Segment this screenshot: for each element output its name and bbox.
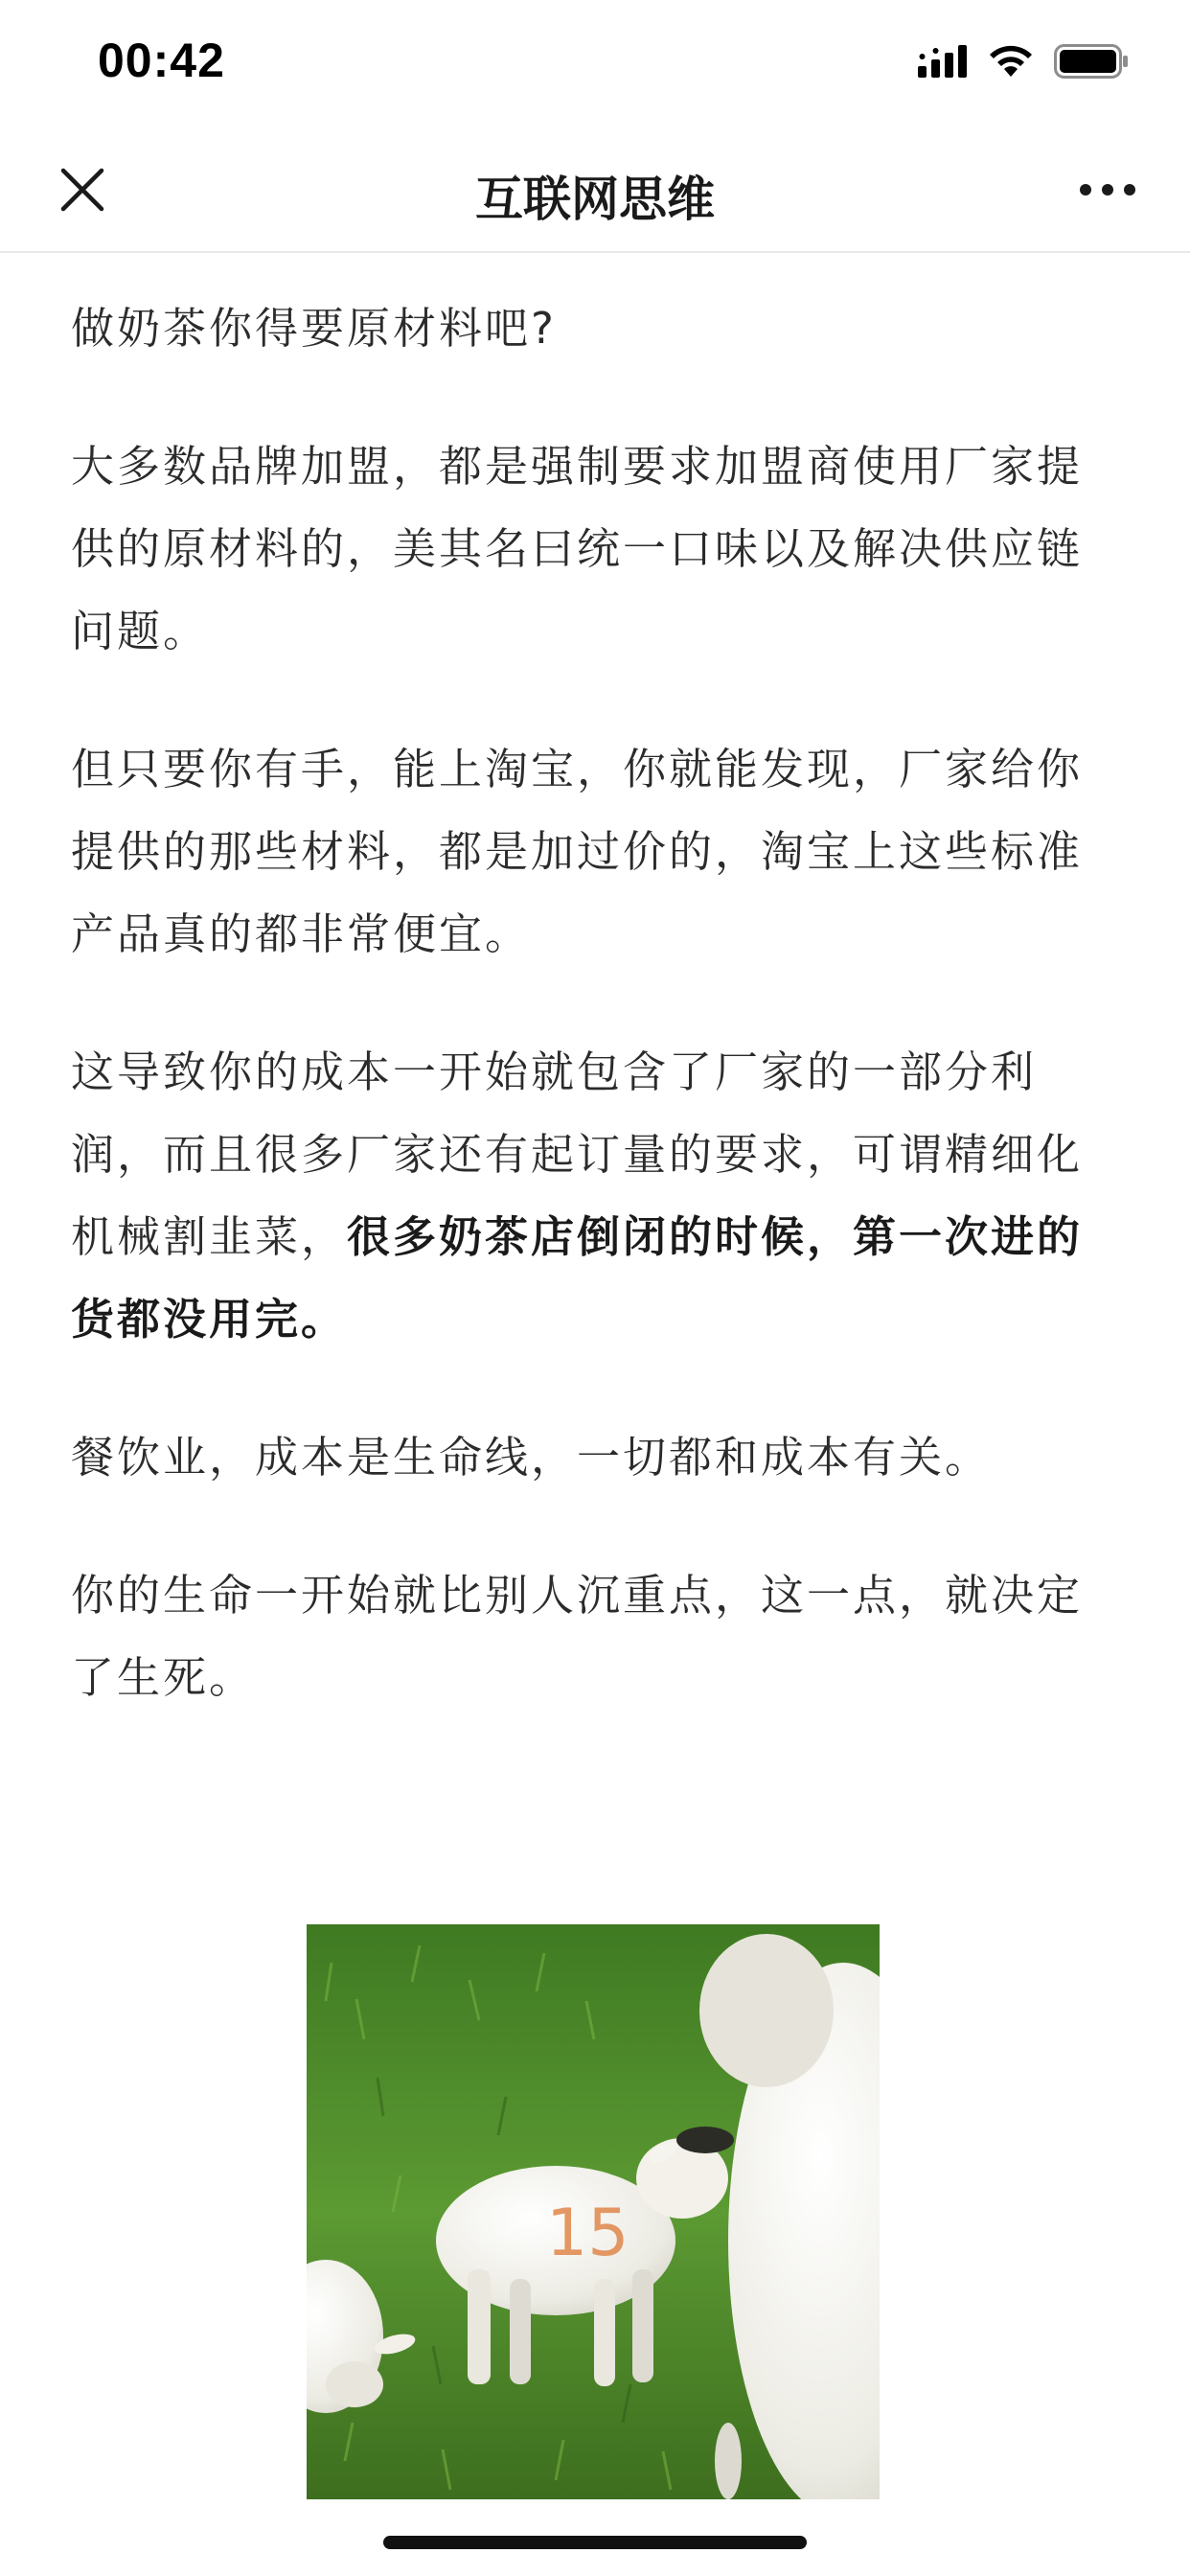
article-paragraph: 大多数品牌加盟，都是强制要求加盟商使用厂家提供的原材料的，美其名曰统一口味以及解决供应链问题。 [71,441,1084,656]
article-body [71,288,1125,1719]
more-button[interactable] [1064,153,1152,226]
paragraph-text: 这导致你的成本一开始就包含了厂家的一部分利润，而且很多厂家还有起订量的要求，可谓精细化机械割韭菜， [71,1046,1084,1262]
status-time: 00:42 [98,34,225,87]
wifi-icon [989,45,1033,81]
home-indicator[interactable] [383,2536,807,2549]
bold-text: 很多奶茶店倒闭的时候，第一次进的货都没用完。 [71,1211,1084,1345]
article-paragraph: 但只要你有手，能上淘宝，你就能发现，厂家给你提供的那些材料，都是加过价的，淘宝上这些标准产品真的都非常便宜。 [71,744,1084,959]
article-paragraph [71,1031,1125,1361]
article-paragraph: 做奶茶你得要原材料吧? [71,303,557,354]
article-paragraph: 餐饮业，成本是生命线，一切都和成本有关。 [71,1432,992,1483]
status-icons [918,42,1129,84]
article-image[interactable] [307,1924,880,2499]
sheep-photo [307,1924,880,2499]
page-title: 互联网思维 [475,172,715,227]
battery-icon [1054,44,1129,82]
article-paragraph: 你的生命一开始就比别人沉重点，这一点，就决定了生死。 [71,1570,1084,1703]
nav-bar [0,126,1190,253]
svg-text:15: 15 [546,2196,629,2271]
status-bar [0,0,1190,126]
more-icon [1079,183,1136,196]
signal-icon [918,45,968,81]
